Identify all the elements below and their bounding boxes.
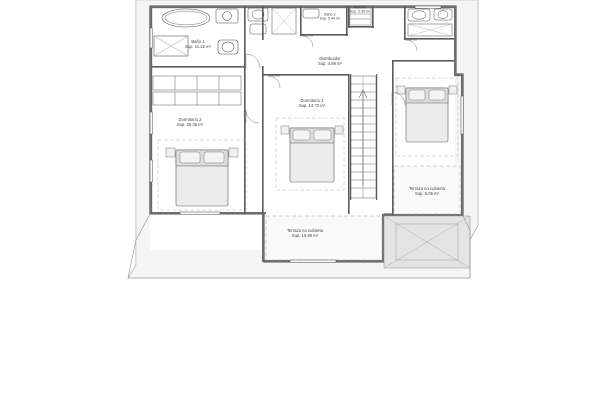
room-area: Sup. 16.90 m² [291,233,319,238]
room-area: Sup. 2.35 m² [349,10,371,14]
room-area: Sup. 14.73 m² [298,103,326,108]
room-name: Terraza no cubierta [409,185,445,191]
room-name: Dormitorio 2 [178,116,202,122]
terraza-no-cubierta-1 [266,216,382,260]
roof-pergola-area [384,216,470,268]
room-area: Sup. 5.44 m² [319,17,341,21]
room-name: Terraza no cubierta [287,227,323,233]
staircase [351,76,376,198]
room-name: Distribuidor [319,55,341,61]
room-name: Armario [353,5,367,10]
room-name: Baño 2 [324,12,336,17]
room-area: Sup. 11.22 m² [184,44,212,49]
room-name: Baño 1 [191,38,205,44]
terraza-no-cubierta-2 [394,166,460,214]
room-area: Sup. 25.36 m² [176,122,204,127]
room-area: Sup. 5.05 m² [414,191,440,196]
room-area: Sup. 4.98 m² [317,61,343,66]
room-name: Dormitorio 3 [300,97,324,103]
